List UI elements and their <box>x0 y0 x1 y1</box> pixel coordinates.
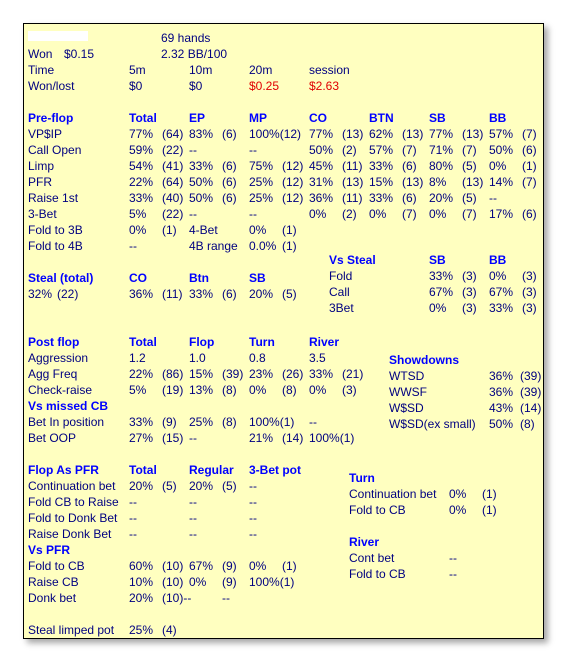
flop-pfr-cell: -- <box>189 495 197 509</box>
preflop-cell: (6) <box>402 191 417 205</box>
preflop-col-sb: SB <box>429 111 446 125</box>
preflop-cell: (64) <box>162 175 184 189</box>
showdown-row-label: WTSD <box>389 369 425 383</box>
vs-pfr-title: Vs PFR <box>28 543 71 557</box>
preflop-cell: 50% <box>309 143 334 157</box>
postflop-cell: 13% <box>189 383 214 397</box>
showdown-value: 36% <box>489 385 514 399</box>
preflop-cell: 20% <box>429 191 454 205</box>
hands-count: 69 hands <box>161 31 211 45</box>
preflop-cell: 100%(12) <box>249 127 302 141</box>
turn-value: 0% <box>449 503 467 517</box>
steal-sb-value: 20% <box>249 287 274 301</box>
time-col-20m: 20m <box>249 63 273 77</box>
preflop-row-label: Fold to 3B <box>28 223 83 237</box>
vs-steal-cell: (3) <box>462 269 477 283</box>
steal-limped-count: (4) <box>162 623 177 637</box>
vs-steal-cell: (3) <box>522 285 537 299</box>
vs-missed-cb-cell: 100%(1) <box>309 431 355 445</box>
preflop-cell: 75% <box>249 159 274 173</box>
preflop-cell: -- <box>249 143 257 157</box>
vs-steal-cell: (3) <box>522 269 537 283</box>
preflop-cell: 17% <box>489 207 514 221</box>
wonlost-session: $2.63 <box>309 79 340 93</box>
preflop-row-label: Fold to 4B <box>28 239 83 253</box>
preflop-cell: 54% <box>129 159 154 173</box>
preflop-cell: 59% <box>129 143 154 157</box>
preflop-cell: (11) <box>342 159 363 173</box>
postflop-row-label: Agg Freq <box>28 367 78 381</box>
preflop-cell: (1) <box>522 159 537 173</box>
preflop-cell: (40) <box>162 191 184 205</box>
flop-pfr-cell: -- <box>129 511 137 525</box>
postflop-cell: (21) <box>342 367 364 381</box>
flop-pfr-cell: (5) <box>162 479 177 493</box>
postflop-cell: 23% <box>249 367 274 381</box>
river-row-label: Cont bet <box>349 551 395 565</box>
vs-steal-cell: 67% <box>489 285 514 299</box>
preflop-col-btn: BTN <box>369 111 394 125</box>
preflop-cell: 33% <box>129 191 154 205</box>
preflop-cell: 31% <box>309 175 334 189</box>
vs-pfr-cell: (10) <box>162 559 184 573</box>
vs-pfr-row-label: Raise CB <box>28 575 79 589</box>
preflop-col-total: Total <box>129 111 157 125</box>
showdown-value: 43% <box>489 401 514 415</box>
preflop-cell: 4-Bet <box>189 223 218 237</box>
postflop-cell: 33% <box>309 367 334 381</box>
preflop-cell: 0% <box>129 223 147 237</box>
player-name-box <box>28 31 88 41</box>
preflop-row-label: 3-Bet <box>28 207 57 221</box>
steal-total-value: 32% <box>28 287 53 301</box>
time-col-5m: 5m <box>129 63 146 77</box>
preflop-cell: (7) <box>522 127 537 141</box>
preflop-cell: 36% <box>309 191 334 205</box>
preflop-cell: (6) <box>522 143 537 157</box>
preflop-title: Pre-flop <box>28 111 74 125</box>
preflop-cell: 0% <box>309 207 327 221</box>
preflop-cell: -- <box>249 207 257 221</box>
showdown-count: (39) <box>520 385 542 399</box>
vs-steal-row-label: Call <box>329 285 350 299</box>
bb-per-100: 2.32 BB/100 <box>161 47 228 61</box>
vs-steal-col-sb: SB <box>429 253 446 267</box>
preflop-col-ep: EP <box>189 111 206 125</box>
postflop-cell: (8) <box>282 383 297 397</box>
vs-missed-cb-cell: 25% <box>189 415 214 429</box>
river-value: -- <box>449 551 457 565</box>
flop-pfr-cell: (5) <box>222 479 237 493</box>
preflop-cell: 77% <box>309 127 334 141</box>
preflop-cell: 57% <box>369 143 394 157</box>
flop-pfr-cell: -- <box>129 527 137 541</box>
preflop-cell: (6) <box>222 191 237 205</box>
preflop-cell: (64) <box>162 127 184 141</box>
vs-missed-cb-cell: -- <box>189 431 197 445</box>
postflop-cell: 5% <box>129 383 147 397</box>
preflop-cell: (6) <box>402 159 417 173</box>
steal-col-co: CO <box>129 271 147 285</box>
postflop-title: Post flop <box>28 335 80 349</box>
vs-missed-cb-row-label: Bet OOP <box>28 431 77 445</box>
preflop-row-label: Raise 1st <box>28 191 79 205</box>
time-label: Time <box>28 63 55 77</box>
vs-steal-cell: 67% <box>429 285 454 299</box>
preflop-cell: 77% <box>429 127 454 141</box>
preflop-cell: 25% <box>249 175 274 189</box>
preflop-cell: (13) <box>342 175 364 189</box>
time-col-10m: 10m <box>189 63 213 77</box>
vs-pfr-row-label: Donk bet <box>28 591 77 605</box>
showdown-value: 36% <box>489 369 514 383</box>
preflop-cell: (7) <box>462 143 477 157</box>
preflop-cell: (13) <box>402 175 424 189</box>
turn-row-label: Fold to CB <box>349 503 406 517</box>
turn-count: (1) <box>482 487 497 501</box>
time-col-session: session <box>309 63 350 77</box>
steal-limped-label: Steal limped pot <box>28 623 115 637</box>
vs-steal-cell: (3) <box>522 301 537 315</box>
preflop-cell: (6) <box>222 159 237 173</box>
preflop-cell: (13) <box>462 127 484 141</box>
steal-title: Steal (total) <box>28 271 94 285</box>
preflop-cell: (6) <box>522 207 537 221</box>
vs-steal-cell: 0% <box>489 269 507 283</box>
won-value: $0.15 <box>64 47 95 61</box>
vs-pfr-cell: 60% <box>129 559 154 573</box>
preflop-cell: (5) <box>462 159 477 173</box>
postflop-cell: 0% <box>309 383 327 397</box>
preflop-cell: (22) <box>162 143 184 157</box>
vs-missed-cb-cell: 27% <box>129 431 154 445</box>
postflop-cell: (8) <box>222 383 237 397</box>
preflop-row-label: VP$IP <box>28 127 63 141</box>
preflop-col-bb: BB <box>489 111 507 125</box>
vs-steal-cell: (3) <box>462 285 477 299</box>
vs-pfr-cell: (9) <box>222 559 237 573</box>
showdown-row-label: W$SD(ex small) <box>389 417 476 431</box>
vs-missed-cb-cell: (14) <box>282 431 304 445</box>
vs-pfr-cell: (1) <box>282 559 297 573</box>
vs-pfr-cell: (10) <box>162 575 184 589</box>
preflop-cell: (7) <box>462 207 477 221</box>
postflop-cell: 1.2 <box>129 351 146 365</box>
preflop-cell: 0% <box>369 207 387 221</box>
preflop-col-co: CO <box>309 111 327 125</box>
vs-missed-cb-title: Vs missed CB <box>28 399 109 413</box>
postflop-cell: 1.0 <box>189 351 206 365</box>
postflop-col-flop: Flop <box>189 335 215 349</box>
postflop-cell: 22% <box>129 367 154 381</box>
preflop-cell: -- <box>189 207 197 221</box>
vs-pfr-cell: 0% <box>189 575 207 589</box>
vs-missed-cb-cell: 100%(1) <box>249 415 295 429</box>
steal-co-count: (11) <box>162 287 183 301</box>
river-value: -- <box>449 567 457 581</box>
preflop-row-label: PFR <box>28 175 52 189</box>
postflop-cell: (26) <box>282 367 304 381</box>
preflop-cell: 15% <box>369 175 394 189</box>
postflop-cell: (19) <box>162 383 184 397</box>
preflop-cell: 57% <box>489 127 514 141</box>
flop-pfr-cell: 20% <box>129 479 154 493</box>
vs-pfr-cell: 100%(1) <box>249 575 295 589</box>
preflop-cell: (13) <box>342 127 364 141</box>
flop-pfr-row-label: Fold to Donk Bet <box>28 511 118 525</box>
preflop-cell: (13) <box>462 175 484 189</box>
flop-pfr-cell: -- <box>189 527 197 541</box>
preflop-cell: (12) <box>282 159 304 173</box>
preflop-cell: (13) <box>402 127 424 141</box>
preflop-cell: 77% <box>129 127 154 141</box>
preflop-cell: 14% <box>489 175 514 189</box>
turn-title: Turn <box>349 471 375 485</box>
preflop-col-mp: MP <box>249 111 267 125</box>
preflop-cell: 25% <box>249 191 274 205</box>
preflop-cell: (41) <box>162 159 184 173</box>
postflop-col-total: Total <box>129 335 157 349</box>
stats-panel <box>23 23 544 639</box>
postflop-row-label: Aggression <box>28 351 89 365</box>
preflop-cell: -- <box>129 239 137 253</box>
vs-missed-cb-row-label: Bet In position <box>28 415 105 429</box>
postflop-cell: 3.5 <box>309 351 326 365</box>
steal-btn-count: (6) <box>222 287 237 301</box>
preflop-cell: 33% <box>189 159 214 173</box>
preflop-cell: (2) <box>342 143 357 157</box>
vs-pfr-cell: 10% <box>129 575 154 589</box>
wonlost-5m: $0 <box>129 79 143 93</box>
vs-pfr-row-label: Fold to CB <box>28 559 85 573</box>
vs-missed-cb-cell: (8) <box>222 415 237 429</box>
steal-btn-value: 33% <box>189 287 214 301</box>
steal-limped-value: 25% <box>129 623 154 637</box>
flop-pfr-title: Flop As PFR <box>28 463 99 477</box>
preflop-cell: (5) <box>462 191 477 205</box>
showdown-value: 50% <box>489 417 514 431</box>
flop-pfr-cell: 20% <box>189 479 214 493</box>
postflop-col-river: River <box>309 335 340 349</box>
preflop-cell: (6) <box>222 175 237 189</box>
turn-count: (1) <box>482 503 497 517</box>
preflop-cell: 4B range <box>189 239 238 253</box>
preflop-cell: (1) <box>162 223 177 237</box>
turn-value: 0% <box>449 487 467 501</box>
preflop-cell: 50% <box>189 175 214 189</box>
river-row-label: Fold to CB <box>349 567 406 581</box>
flop-pfr-col-total: Total <box>129 463 157 477</box>
preflop-cell: (1) <box>282 239 297 253</box>
showdown-count: (39) <box>520 369 542 383</box>
flop-pfr-row-label: Continuation bet <box>28 479 116 493</box>
preflop-cell: (7) <box>402 143 417 157</box>
vs-pfr-cell: 20% <box>129 591 154 605</box>
wonlost-label: Won/lost <box>28 79 75 93</box>
vs-pfr-cell: -- <box>222 591 230 605</box>
vs-steal-cell: 33% <box>429 269 454 283</box>
preflop-cell: 8% <box>429 175 447 189</box>
postflop-row-label: Check-raise <box>28 383 93 397</box>
preflop-cell: 33% <box>369 191 394 205</box>
preflop-cell: 5% <box>129 207 147 221</box>
vs-missed-cb-cell: (9) <box>162 415 177 429</box>
showdown-count: (8) <box>520 417 535 431</box>
preflop-cell: (1) <box>282 223 297 237</box>
steal-col-btn: Btn <box>189 271 209 285</box>
preflop-cell: (2) <box>342 207 357 221</box>
preflop-cell: -- <box>489 191 497 205</box>
vs-missed-cb-cell: 21% <box>249 431 274 445</box>
wonlost-10m: $0 <box>189 79 203 93</box>
steal-sb-count: (5) <box>282 287 297 301</box>
vs-steal-col-bb: BB <box>489 253 507 267</box>
vs-pfr-cell: 0% <box>249 559 267 573</box>
turn-row-label: Continuation bet <box>349 487 437 501</box>
preflop-cell: 71% <box>429 143 454 157</box>
preflop-cell: 50% <box>189 191 214 205</box>
flop-pfr-cell: -- <box>249 511 257 525</box>
preflop-cell: 0% <box>429 207 447 221</box>
preflop-cell: (22) <box>162 207 184 221</box>
preflop-cell: (11) <box>342 191 363 205</box>
vs-missed-cb-cell: 33% <box>129 415 154 429</box>
river-title: River <box>349 535 380 549</box>
showdown-count: (14) <box>520 401 542 415</box>
preflop-cell: 50% <box>489 143 514 157</box>
postflop-cell: 0% <box>249 383 267 397</box>
flop-pfr-cell: -- <box>249 479 257 493</box>
flop-pfr-cell: -- <box>189 511 197 525</box>
preflop-row-label: Limp <box>28 159 55 173</box>
steal-co-value: 36% <box>129 287 154 301</box>
postflop-cell: (3) <box>342 383 357 397</box>
vs-steal-cell: (3) <box>462 301 477 315</box>
showdown-row-label: WWSF <box>389 385 427 399</box>
steal-col-sb: SB <box>249 271 266 285</box>
preflop-cell: (7) <box>402 207 417 221</box>
preflop-cell: 22% <box>129 175 154 189</box>
vs-steal-row-label: 3Bet <box>329 301 354 315</box>
postflop-cell: (86) <box>162 367 184 381</box>
postflop-cell: (39) <box>222 367 244 381</box>
vs-missed-cb-cell: (15) <box>162 431 184 445</box>
vs-missed-cb-cell: -- <box>309 415 317 429</box>
flop-pfr-cell: -- <box>129 495 137 509</box>
vs-pfr-cell: 67% <box>189 559 214 573</box>
preflop-cell: -- <box>189 143 197 157</box>
flop-pfr-row-label: Fold CB to Raise <box>28 495 119 509</box>
preflop-cell: 80% <box>429 159 454 173</box>
vs-steal-cell: 33% <box>489 301 514 315</box>
preflop-cell: (7) <box>522 175 537 189</box>
preflop-cell: 0.0% <box>249 239 277 253</box>
preflop-row-label: Call Open <box>28 143 82 157</box>
steal-total-count: (22) <box>57 287 79 301</box>
won-label: Won <box>28 47 53 61</box>
wonlost-20m: $0.25 <box>249 79 280 93</box>
preflop-cell: (6) <box>222 127 237 141</box>
flop-pfr-row-label: Raise Donk Bet <box>28 527 112 541</box>
vs-steal-row-label: Fold <box>329 269 353 283</box>
showdowns-title: Showdowns <box>389 353 459 367</box>
flop-pfr-cell: -- <box>249 527 257 541</box>
preflop-cell: (12) <box>282 175 304 189</box>
flop-pfr-cell: -- <box>249 495 257 509</box>
flop-pfr-col-regular: Regular <box>189 463 234 477</box>
postflop-col-turn: Turn <box>249 335 275 349</box>
preflop-cell: (12) <box>282 191 304 205</box>
showdown-row-label: W$SD <box>389 401 424 415</box>
vs-steal-title: Vs Steal <box>329 253 376 267</box>
preflop-cell: 0% <box>489 159 507 173</box>
postflop-cell: 0.8 <box>249 351 266 365</box>
preflop-cell: 62% <box>369 127 394 141</box>
preflop-cell: 83% <box>189 127 214 141</box>
preflop-cell: 33% <box>369 159 394 173</box>
postflop-cell: 15% <box>189 367 214 381</box>
vs-pfr-cell: (9) <box>222 575 237 589</box>
preflop-cell: 0% <box>249 223 267 237</box>
vs-pfr-cell: (10)-- <box>162 591 192 605</box>
vs-steal-cell: 0% <box>429 301 447 315</box>
preflop-cell: 45% <box>309 159 334 173</box>
flop-pfr-col-3bet: 3-Bet pot <box>249 463 301 477</box>
